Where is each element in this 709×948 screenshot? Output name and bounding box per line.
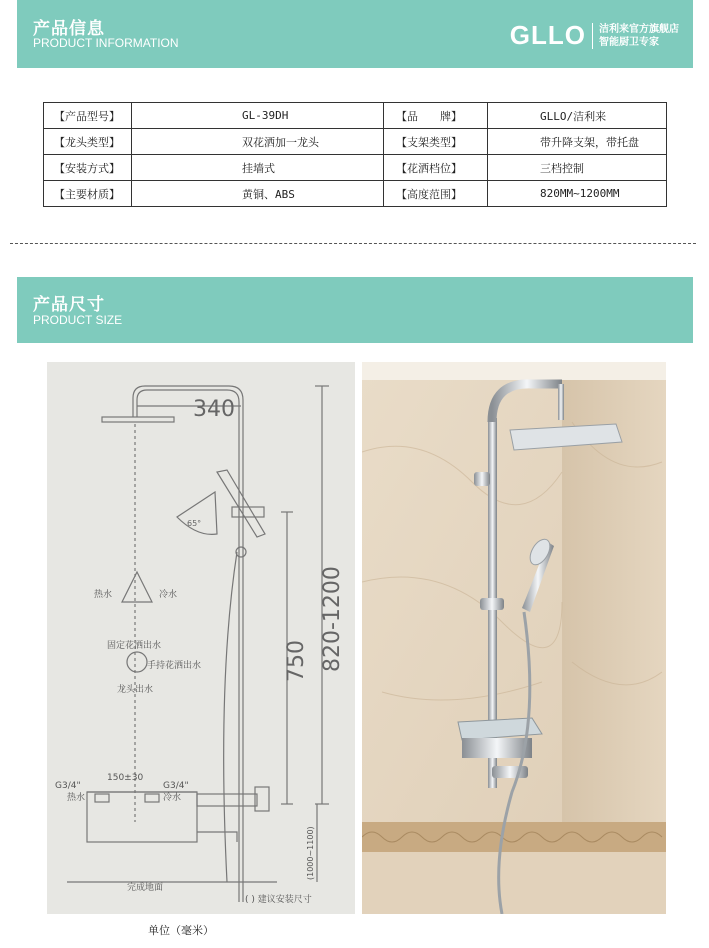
drawing-svg (47, 362, 355, 914)
dimension-drawing (47, 362, 355, 914)
angle-label: 65° (187, 519, 202, 528)
angle-wedge (177, 492, 217, 534)
cold-water-label: 冷水 (159, 590, 178, 600)
handheld-outlet-label: 手持花洒出水 (147, 661, 202, 671)
dim-340-label: 340 (193, 397, 235, 422)
spec-key: 【主要材质】 (44, 181, 132, 207)
diverter-symbol (127, 652, 147, 672)
spec-table (43, 102, 667, 207)
brand-store-name: 洁利来官方旗舰店 (599, 23, 679, 35)
tray (197, 794, 257, 806)
spec-key: 【高度范围】 (384, 181, 488, 207)
border-tile (362, 822, 666, 852)
hot-water-label: 热水 (94, 590, 113, 600)
wall-bracket (474, 472, 490, 486)
product-size-banner (17, 277, 693, 343)
cold-inlet-label: 冷水 (163, 793, 182, 803)
spec-value: 黄铜、ABS (132, 181, 384, 207)
spec-value: 带升降支架，带托盘 (488, 129, 667, 155)
spec-value: 820MM~1200MM (488, 181, 667, 207)
install-note-label: ( ) 建议安装尺寸 (245, 895, 312, 905)
spec-value: GLLO/洁利来 (488, 103, 667, 129)
table-row (44, 103, 667, 129)
section-divider (10, 243, 696, 244)
table-row (44, 155, 667, 181)
banner-title-en: PRODUCT INFORMATION (33, 36, 179, 50)
brand-slogan: 智能厨卫专家 (599, 36, 659, 48)
spec-key: 【花洒档位】 (384, 155, 488, 181)
slider-knob (236, 547, 246, 557)
spec-key: 【品 牌】 (384, 103, 488, 129)
spec-value: 三档控制 (488, 155, 667, 181)
banner-title-cn: 产品尺寸 (33, 295, 105, 315)
spec-value: 双花洒加一龙头 (132, 129, 384, 155)
fixed-outlet-label: 固定花洒出水 (107, 641, 162, 651)
ceiling (362, 362, 666, 380)
slider (480, 598, 504, 610)
handheld-shower (217, 470, 265, 537)
g34-left-label: G3/4" (55, 781, 81, 791)
product-photo (362, 362, 666, 914)
hot-inlet-label: 热水 (67, 793, 86, 803)
tap-outlet-label: 龙头出水 (117, 685, 154, 695)
spout (197, 832, 237, 842)
brand-block[interactable] (510, 20, 679, 51)
brand-divider (592, 23, 593, 49)
photo-svg (362, 362, 666, 914)
spec-value: 挂墙式 (132, 155, 384, 181)
brand-logo: GLLO (509, 20, 586, 50)
spout (492, 766, 528, 778)
table-row (44, 129, 667, 155)
holder-bracket (232, 507, 264, 517)
spec-key: 【安装方式】 (44, 155, 132, 181)
spec-key: 【产品型号】 (44, 103, 132, 129)
spec-key: 【支架类型】 (384, 129, 488, 155)
table-row (44, 181, 667, 207)
install-range-label: (1000~1100) (306, 826, 315, 880)
mixer-symbol (122, 572, 152, 602)
spec-key: 【龙头类型】 (44, 129, 132, 155)
dim-820-label: 820-1200 (320, 566, 345, 672)
spec-value: GL-39DH (132, 103, 384, 129)
banner-title-en: PRODUCT SIZE (33, 313, 123, 327)
dim-750-label: 750 (284, 640, 309, 682)
brand-text (599, 23, 679, 49)
mixer-body (462, 738, 532, 758)
g34-right-label: G3/4" (163, 781, 189, 791)
fixed-showerhead (102, 417, 174, 422)
spacing-label: 150±30 (107, 773, 144, 783)
product-info-banner (17, 0, 693, 68)
floor-label: 完成地面 (127, 883, 164, 893)
banner-title-cn: 产品信息 (33, 19, 105, 39)
unit-label: 单位（毫米） (148, 924, 214, 937)
